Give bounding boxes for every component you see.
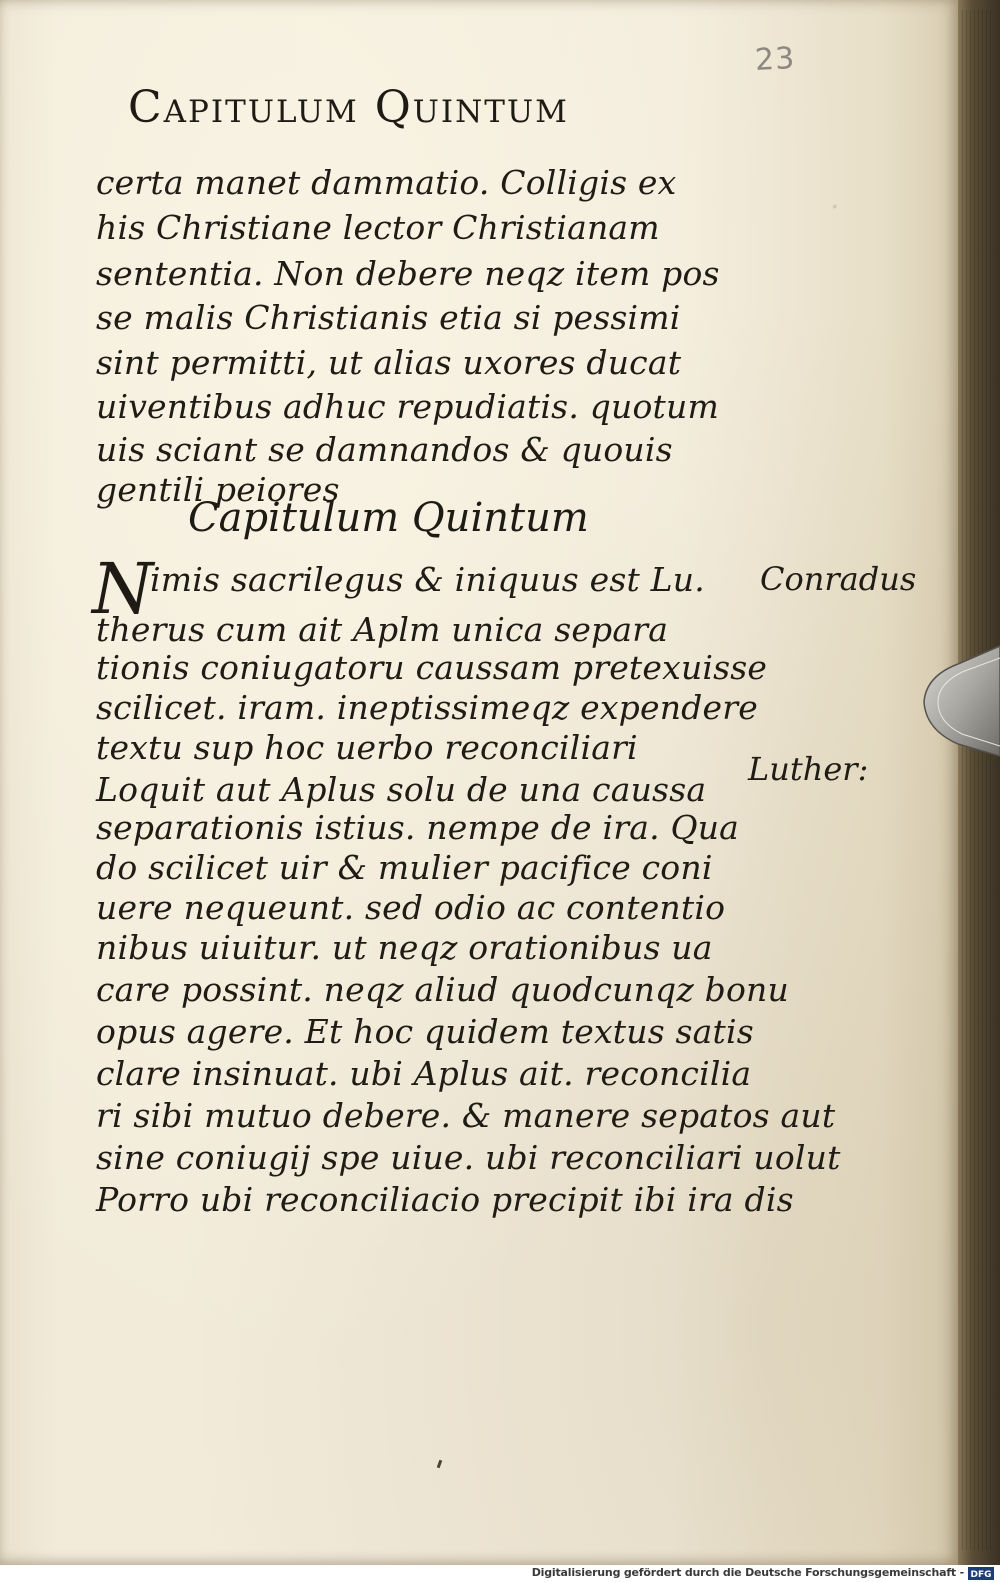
folio-number: 23 <box>754 40 797 79</box>
chapter-heading: Capitulum Quintum <box>128 82 569 133</box>
text-line: Loquit aut Aplus solu de una caussa <box>96 770 707 809</box>
text-line: therus cum ait Aplm unica separa <box>96 610 669 649</box>
text-line: imis sacrilegus & iniquus est Lu. <box>150 560 705 599</box>
text-line: nibus uiuitur. ut neqz orationibus ua <box>96 928 713 967</box>
text-line: do scilicet uir & mulier pacifice coni <box>96 848 713 887</box>
text-line: separationis istius. nempe de ira. Qua <box>96 808 740 847</box>
text-line: tionis coniugatoru caussam pretexuisse <box>96 648 768 687</box>
text-line: sine coniugij spe uiue. ubi reconciliari uolut <box>96 1138 841 1177</box>
svg-text:DFG: DFG <box>970 1570 992 1580</box>
text-line: care possint. neqz aliud quodcunqz bonu <box>96 970 789 1009</box>
text-line: ri sibi mutuo debere. & manere sepatos aut <box>96 1096 836 1135</box>
bleed-through-text: · <box>830 190 840 225</box>
text-line: textu sup hoc uerbo reconciliari <box>96 728 638 767</box>
text-line: certa manet dammatio. Colligis ex <box>96 163 677 202</box>
chapter-subheading: Capitulum Quintum <box>188 495 589 541</box>
marginal-note: Conradus <box>760 560 917 598</box>
text-line: se malis Christianis etia si pessimi <box>96 298 681 337</box>
text-line: scilicet. iram. ineptissimeqz expendere <box>96 688 758 727</box>
text-line: gentili peiores <box>96 470 340 509</box>
text-line: opus agere. Et hoc quidem textus satis <box>96 1012 754 1051</box>
text-line: uere nequeunt. sed odio ac contentio <box>96 888 726 927</box>
initial-capital: N <box>92 548 154 630</box>
clasp-tab <box>918 640 1000 760</box>
marginal-note: Luther: <box>748 750 869 788</box>
text-line: Porro ubi reconciliacio precipit ibi ira dis <box>96 1180 794 1219</box>
text-line: sint permitti, ut alias uxores ducat <box>96 343 682 382</box>
dfg-logo <box>968 1567 994 1580</box>
text-line: uis sciant se damnandos & quouis <box>96 430 673 469</box>
text-line: uiventibus adhuc repudiatis. quotum <box>96 387 719 426</box>
digitization-credit: Digitalisierung gefördert durch die Deutsche Forschungsgemeinschaft - <box>531 1566 964 1579</box>
text-line: clare insinuat. ubi Aplus ait. reconcilia <box>96 1054 752 1093</box>
text-line: sententia. Non debere neqz item pos <box>96 254 720 293</box>
text-line: his Christiane lector Christianam <box>96 208 660 247</box>
ink-mark <box>437 1460 443 1469</box>
page-edges <box>962 10 992 1550</box>
